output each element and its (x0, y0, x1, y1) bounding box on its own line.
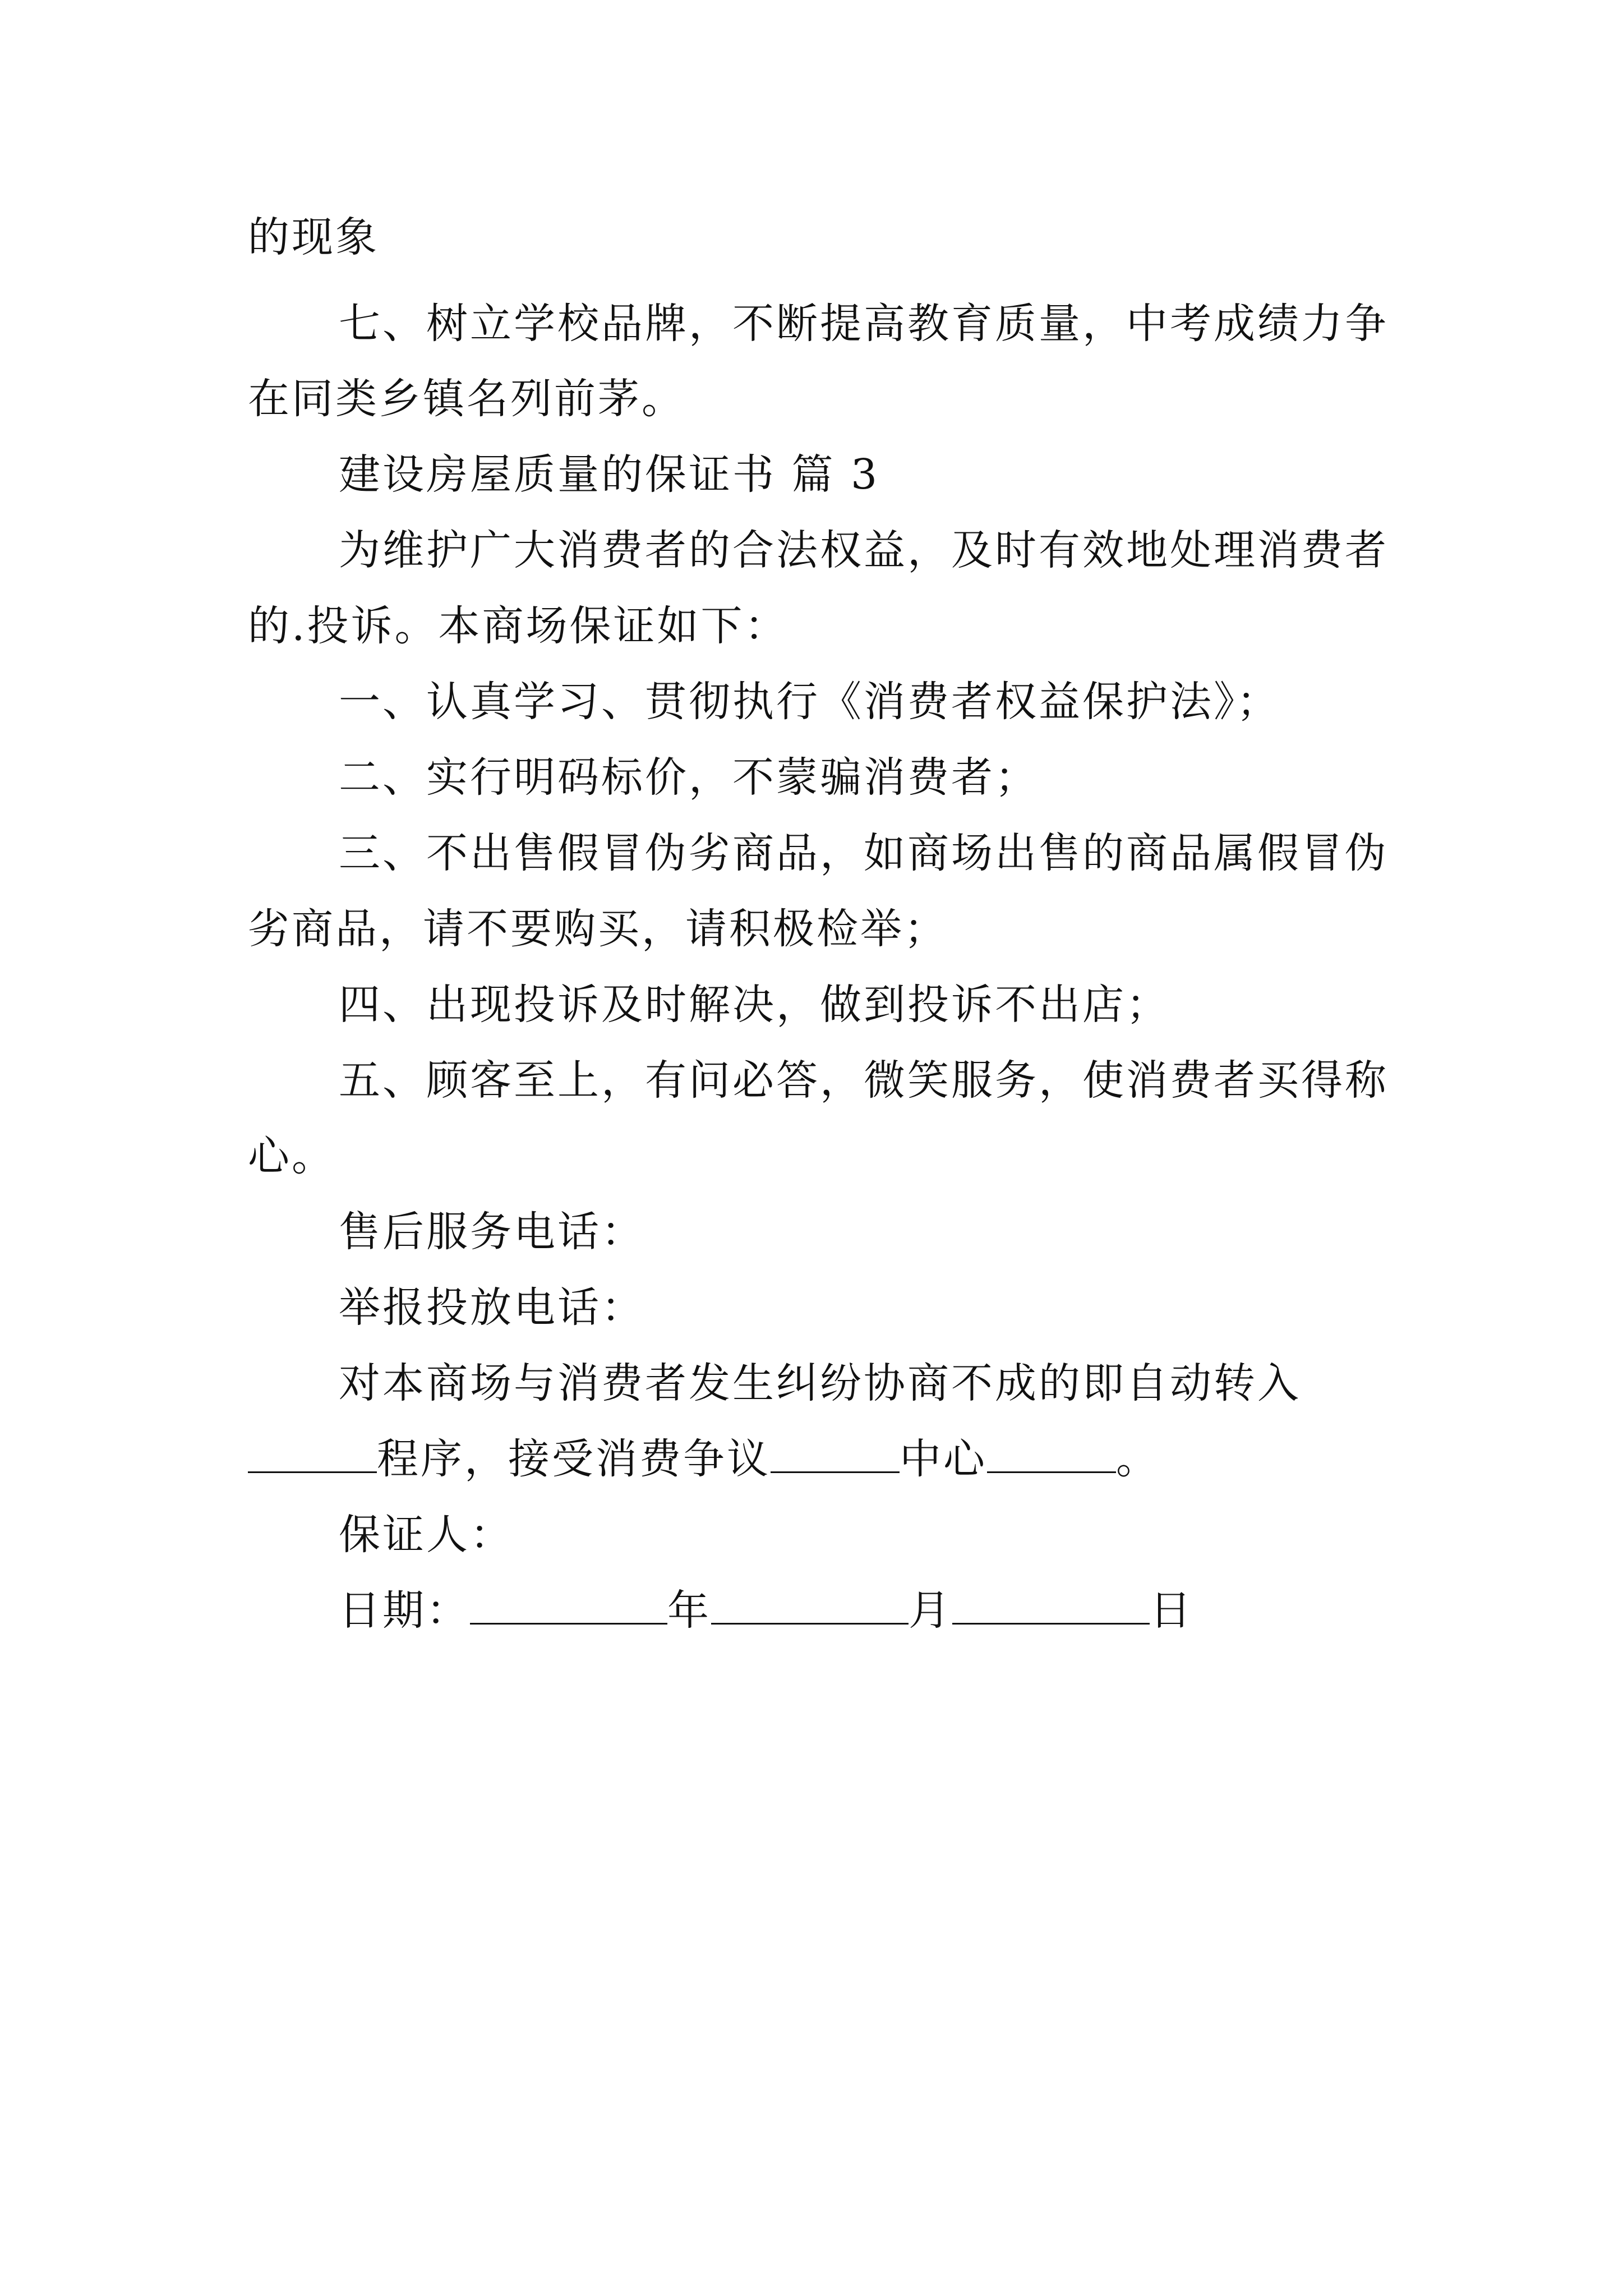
blank-field (987, 1432, 1116, 1473)
dispute-text-1: 程序，接受消费争议 (377, 1435, 771, 1483)
paragraph-line: 的现象 (248, 213, 379, 261)
section-heading: 建设房屋质量的保证书 篇 3 (339, 450, 880, 499)
paragraph-line: 的.投诉。本商场保证如下： (248, 602, 789, 650)
blank-field (248, 1432, 377, 1473)
dispute-text-2: 中心 (900, 1435, 987, 1483)
list-item-continuation: 劣商品，请不要购买，请积极检举； (248, 905, 948, 953)
paragraph-line: 七、树立学校品牌，不断提高教育质量，中考成绩力争 (339, 300, 1389, 348)
list-item: 一、认真学习、贯彻执行《消费者权益保护法》； (339, 678, 1280, 726)
dispute-text-3: 。 (1116, 1435, 1160, 1483)
date-line (339, 1582, 1193, 1639)
list-item: 四、出现投诉及时解决，做到投诉不出店； (339, 981, 1170, 1029)
paragraph-line: 对本商场与消费者发生纠纷协商不成的即自动转入 (339, 1359, 1301, 1407)
list-item-continuation: 心。 (248, 1132, 335, 1180)
year-blank (470, 1584, 667, 1625)
day-label: 日 (1150, 1586, 1193, 1635)
after-sales-phone-label: 售后服务电话： (339, 1208, 645, 1256)
list-item: 三、不出售假冒伪劣商品，如商场出售的商品属假冒伪 (339, 829, 1389, 877)
list-item: 五、顾客至上，有问必答，微笑服务，使消费者买得称 (339, 1056, 1389, 1105)
blank-field (771, 1432, 900, 1473)
report-phone-label: 举报投放电话： (339, 1283, 645, 1332)
paragraph-line: 为维护广大消费者的合法权益，及时有效地处理消费者 (339, 526, 1389, 574)
month-blank (711, 1584, 909, 1625)
day-blank (952, 1584, 1150, 1625)
month-label: 月 (909, 1586, 952, 1635)
list-item: 二、实行明码标价，不蒙骗消费者； (339, 753, 1039, 802)
year-label: 年 (667, 1586, 711, 1635)
dispute-line (248, 1431, 1160, 1487)
guarantor-label: 保证人： (339, 1511, 514, 1559)
paragraph-line: 在同类乡镇名列前茅。 (248, 375, 685, 423)
date-label: 日期： (339, 1586, 470, 1635)
